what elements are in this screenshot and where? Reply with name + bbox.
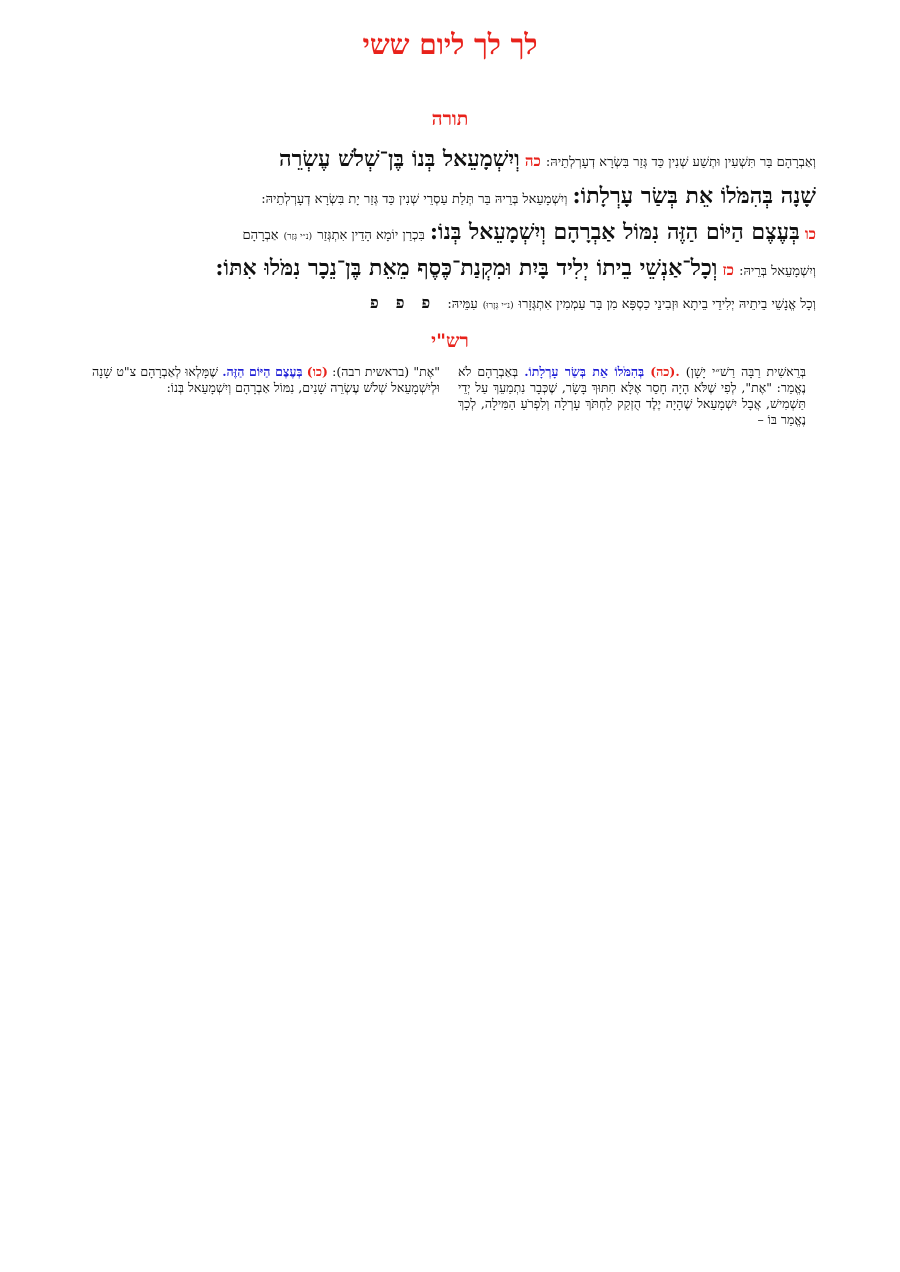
targum-text: וְיִשְׁמָעֵאל בְּרֵיהּ: bbox=[739, 264, 816, 279]
rashi-source: "אֶת" (בראשית רבה): bbox=[332, 364, 440, 379]
verse-text: וְכָל־אַנְשֵׁי בֵיתוֹ יְלִיד בָּיִת וּמִקְנַת־כֶּסֶף מֵאֵת בֶּן־נֵכָר נִמֹּלוּ אִתּוֹ: bbox=[215, 255, 718, 281]
verse-text: שָׁנָה בְּהִמֹּלוֹ אֵת בְּשַׂר עָרְלָתוֹ: bbox=[572, 183, 816, 209]
targum-text: עִמֵּיהּ: bbox=[447, 297, 478, 312]
parasha-break-marker: פ bbox=[395, 293, 405, 312]
variant-note: (נ״י גְּזַר) bbox=[283, 232, 313, 242]
parasha-break-marker: פ bbox=[421, 293, 431, 312]
variant-note: (נ״י גְּזָרוּ) bbox=[482, 301, 514, 311]
torah-line-1 bbox=[84, 140, 816, 178]
parasha-break-marker: פ bbox=[369, 293, 379, 312]
rashi-dibur-hamatchil: בְּעֶצֶם הַיּוֹם הַזֶּה. bbox=[222, 364, 303, 379]
torah-heading: תורה bbox=[431, 108, 469, 130]
torah-text bbox=[84, 140, 816, 320]
targum-text: וְאַבְרָהָם בַּר תִּשְׁעִין וּתְשַׁע שְׁנִין כַּד גְּזַר בִּשְׂרָא דְעָרְלְתֵיהּ: bbox=[545, 155, 816, 170]
targum-text: אַבְרָהָם bbox=[242, 228, 279, 243]
page-title: לך לך ליום ששי bbox=[362, 28, 538, 61]
rashi-column-left bbox=[92, 364, 440, 396]
torah-line-4 bbox=[84, 250, 816, 286]
rashi-source: בְּרֵאשִׁית רַבָּה רַשׁ״י יָשָׁן) bbox=[685, 364, 806, 379]
torah-line-2 bbox=[84, 178, 816, 214]
rashi-verse-number: (כו) bbox=[306, 364, 328, 379]
torah-line-5 bbox=[84, 286, 816, 320]
rashi-verse-number: .(כה) bbox=[650, 364, 680, 379]
verse-number: כז bbox=[722, 261, 734, 279]
targum-text: בִּכְרַן יוֹמָא הָדֵין אִתְגְּזַר bbox=[317, 228, 425, 243]
rashi-body: שֶׁמָּלְאוּ לְאַבְרָהָם צ"ט שָׁנָה וּלְיִשְׁמָעֵאל שְׁלֹשׁ עֶשְׂרֵה שָׁנִים, נִמּוֹל אַבְרָהָם וְיִשְׁמָעֵאל בְּנוֹ: bbox=[92, 364, 440, 395]
verse-text: בְּעֶצֶם הַיּוֹם הַזֶּה נִמּוֹל אַבְרָהָם וְיִשְׁמָעֵאל בְּנוֹ: bbox=[429, 219, 800, 245]
verse-number: כה bbox=[524, 152, 541, 170]
verse-text: וְיִשְׁמָעֵאל בְּנוֹ בֶּן־שְׁלֹשׁ עֶשְׂרֵה bbox=[278, 146, 520, 172]
targum-text: וְכָל אֱנָשֵׁי בֵיתֵיהּ יְלִידֵי בֵיתָא וּזְבִינֵי כַסְפָּא מִן בַּר עַמְמִין אִתְגְּזָרוּ bbox=[518, 297, 816, 312]
rashi-heading: רש"י bbox=[431, 330, 469, 352]
targum-text: וְיִשְׁמָעֵאל בְּרֵיהּ בַּר תְּלַת עַסְרֵי שְׁנִין כַּד גְּזַר יָת בִּשְׂרָא דְעָרְלְתֵיהּ: bbox=[261, 192, 568, 207]
torah-line-3 bbox=[84, 214, 816, 250]
rashi-dibur-hamatchil: בְּהִמֹּלוֹ אֵת בְּשַׂר עָרְלָתוֹ. bbox=[524, 364, 645, 379]
rashi-body: בְּאַבְרָהָם לֹא נֶאֱמַר: "אֶת", לְפִי שֶׁלֹּא הָיָה חָסֵר אֶלָּא חִתּוּךְ בָּשָׂר, שֶׁכְּבָר נִתְמַעֵךְ עַל יְדֵי תַּשְׁמִישׁ, אֲבָל יִשְׁמָעֵאל שֶׁהָיָה יֶלֶד הֻזְקַק לַחְתֹּךְ עָרְלָה וְלִפְרֹעַ הַמִּילָה, לְכָךְ נֶאֱמַר בּוֹ – bbox=[458, 364, 806, 427]
verse-number: כו bbox=[804, 225, 816, 243]
rashi-column-right bbox=[458, 364, 806, 428]
